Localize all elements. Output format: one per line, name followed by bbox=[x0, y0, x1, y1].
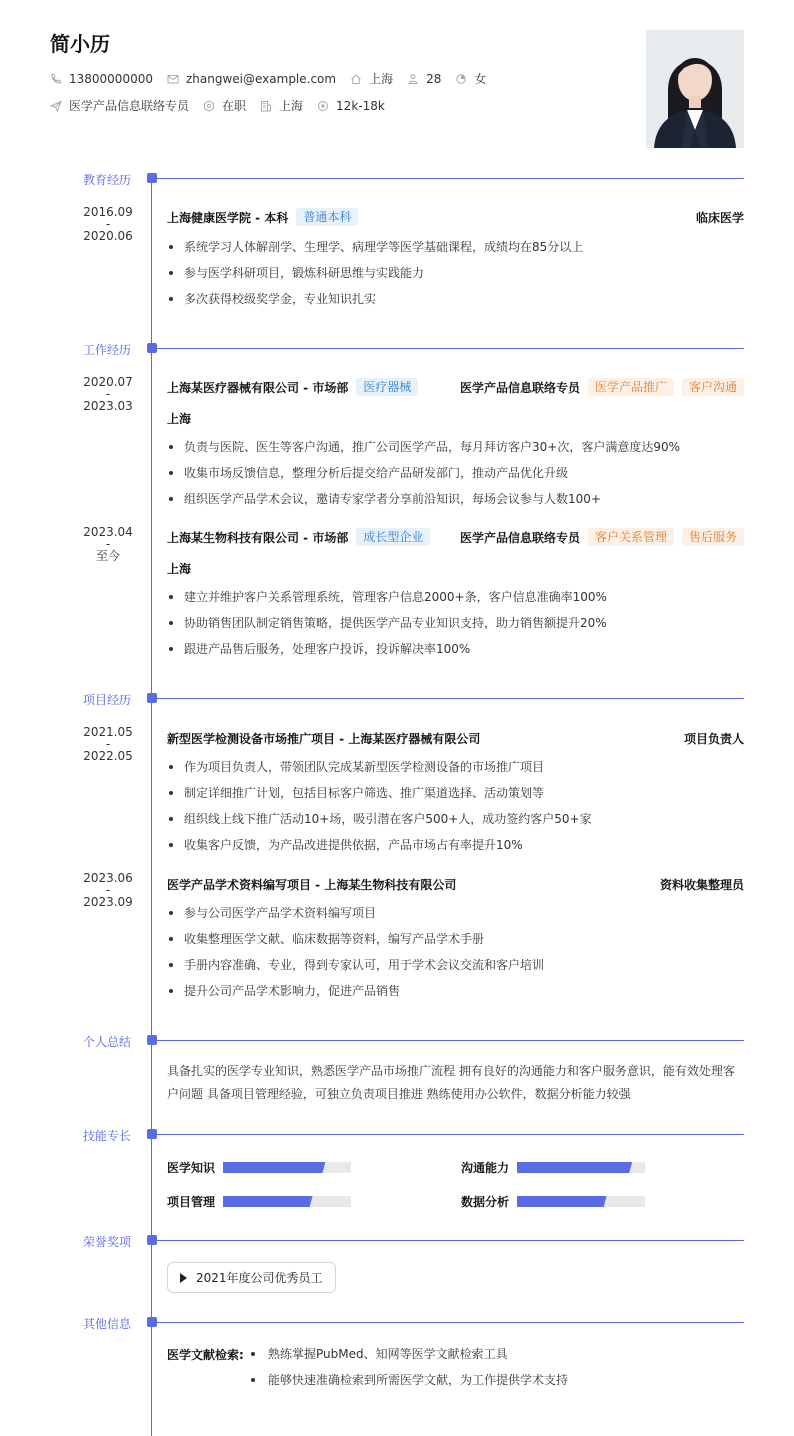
target-role-info bbox=[50, 97, 189, 114]
project-bullets bbox=[167, 754, 592, 858]
section-divider bbox=[152, 178, 744, 179]
work-date: 2020.07 - 2023.03 bbox=[83, 375, 133, 413]
skill-name: 沟通能力 bbox=[461, 1161, 510, 1175]
section-title-education: 教育经历 bbox=[83, 173, 132, 187]
other-list bbox=[251, 1341, 568, 1393]
list-item: 能够快速准确检索到所需医学文献，为工作提供学术支持 bbox=[251, 1367, 568, 1393]
list-item: 提升公司产品学术影响力，促进产品销售 bbox=[167, 978, 544, 1004]
work-entry-header bbox=[167, 528, 744, 546]
project-name: 新型医学检测设备市场推广项目 - 上海某医疗器械有限公司 bbox=[167, 732, 481, 746]
phone-icon bbox=[50, 73, 62, 85]
list-item: 协助销售团队制定销售策略，提供医学产品专业知识支持，助力销售额提升20% bbox=[167, 610, 607, 636]
section-divider bbox=[152, 1322, 744, 1323]
timeline-line bbox=[151, 178, 152, 1436]
city-text: 上海 bbox=[369, 72, 394, 86]
section-title-skills: 技能专长 bbox=[83, 1129, 132, 1143]
age-info bbox=[407, 72, 441, 86]
skill-tag: 客户沟通 bbox=[682, 378, 744, 396]
target-city-info bbox=[260, 97, 303, 114]
project-role: 项目负责人 bbox=[683, 732, 744, 746]
phone-text[interactable]: 13800000000 bbox=[69, 71, 153, 86]
profile-photo bbox=[646, 30, 744, 148]
major: 临床医学 bbox=[695, 210, 744, 225]
status-icon bbox=[203, 100, 215, 112]
mail-icon bbox=[167, 73, 179, 85]
target-city-text: 上海 bbox=[279, 99, 304, 113]
company-name: 上海某生物科技有限公司 - 市场部 bbox=[167, 530, 349, 545]
list-item: 系统学习人体解剖学、生理学、病理学等医学基础课程，成绩均在85分以上 bbox=[167, 234, 583, 260]
summary-text: 具备扎实的医学专业知识，熟悉医学产品市场推广流程 拥有良好的沟通能力和客户服务意识，能有效处理客户问题 具备项目管理经验，可独立负责项目推进 熟练使用办公软件，数据分析能力较强 bbox=[167, 1064, 735, 1101]
project-bullets bbox=[167, 900, 544, 1004]
skill-bar-fill bbox=[223, 1162, 325, 1173]
job-title: 医学产品信息联络专员 bbox=[459, 380, 580, 395]
skill-name: 数据分析 bbox=[461, 1195, 510, 1209]
gender-info bbox=[455, 70, 486, 87]
home-icon bbox=[350, 73, 362, 85]
phone-info bbox=[50, 72, 153, 86]
section-title-work: 工作经历 bbox=[83, 343, 132, 357]
list-item: 跟进产品售后服务，处理客户投诉，投诉解决率100% bbox=[167, 636, 607, 662]
work-entry-header bbox=[167, 378, 744, 396]
work-city: 上海 bbox=[167, 562, 192, 576]
skill-bar bbox=[517, 1162, 645, 1173]
skill-bar bbox=[223, 1196, 351, 1207]
project-role: 资料收集整理员 bbox=[659, 878, 744, 892]
list-item: 参与公司医学产品学术资料编写项目 bbox=[167, 900, 544, 926]
list-item: 建立并维护客户关系管理系统，管理客户信息2000+条，客户信息准确率100% bbox=[167, 584, 607, 610]
industry-tag: 医疗器械 bbox=[356, 378, 418, 396]
list-item: 收集客户反馈，为产品改进提供依据，产品市场占有率提升10% bbox=[167, 832, 592, 858]
work-date: 2023.04 - 至今 bbox=[83, 525, 133, 563]
skill-bar bbox=[223, 1162, 351, 1173]
salary-text: 12k-18k bbox=[336, 98, 385, 113]
skill-tag: 客户关系管理 bbox=[588, 528, 674, 546]
education-date: 2016.09 - 2020.06 bbox=[83, 205, 133, 243]
skill-row bbox=[167, 1193, 351, 1210]
list-item: 熟练掌握PubMed、知网等医学文献检索工具 bbox=[251, 1341, 568, 1367]
list-item: 手册内容准确、专业，得到专家认可，用于学术会议交流和客户培训 bbox=[167, 952, 544, 978]
play-icon bbox=[180, 1273, 187, 1283]
email-info bbox=[167, 72, 336, 86]
age-text: 28 bbox=[426, 71, 442, 86]
degree-tag: 普通本科 bbox=[296, 208, 358, 226]
education-bullets bbox=[167, 234, 583, 312]
skill-tag: 售后服务 bbox=[682, 528, 744, 546]
school-name: 上海健康医学院 - 本科 bbox=[167, 210, 289, 225]
honor-badge bbox=[167, 1262, 336, 1293]
section-divider bbox=[152, 1040, 744, 1041]
list-item: 参与医学科研项目，锻炼科研思维与实践能力 bbox=[167, 260, 583, 286]
coin-icon bbox=[317, 100, 329, 112]
skill-tag: 医学产品推广 bbox=[588, 378, 674, 396]
send-icon bbox=[50, 100, 62, 112]
other-label: 医学文献检索: bbox=[167, 1348, 244, 1362]
honor-text: 2021年度公司优秀员工 bbox=[196, 1271, 323, 1285]
project-name: 医学产品学术资料编写项目 - 上海某生物科技有限公司 bbox=[167, 878, 457, 892]
skill-bar-fill bbox=[517, 1162, 632, 1173]
resume-name: 简小历 bbox=[50, 32, 110, 56]
list-item: 组织线上线下推广活动10+场，吸引潜在客户500+人，成功签约客户50+家 bbox=[167, 806, 592, 832]
skill-bar-fill bbox=[517, 1196, 607, 1207]
list-item: 组织医学产品学术会议，邀请专家学者分享前沿知识，每场会议参与人数100+ bbox=[167, 486, 680, 512]
list-item: 收集整理医学文献、临床数据等资料，编写产品学术手册 bbox=[167, 926, 544, 952]
work-bullets bbox=[167, 434, 680, 512]
project-date: 2021.05 - 2022.05 bbox=[83, 725, 133, 763]
section-title-honors: 荣誉奖项 bbox=[83, 1235, 132, 1249]
section-divider bbox=[152, 1240, 744, 1241]
gender-text: 女 bbox=[474, 72, 487, 86]
skill-row bbox=[461, 1159, 645, 1176]
skill-name: 项目管理 bbox=[167, 1195, 216, 1209]
section-divider bbox=[152, 1134, 744, 1135]
project-entry-header bbox=[167, 730, 744, 747]
company-name: 上海某医疗器械有限公司 - 市场部 bbox=[167, 380, 349, 395]
project-entry-header bbox=[167, 876, 744, 893]
skill-bar bbox=[517, 1196, 645, 1207]
section-title-other: 其他信息 bbox=[83, 1317, 132, 1331]
section-divider bbox=[152, 698, 744, 699]
target-role-text: 医学产品信息联络专员 bbox=[69, 99, 190, 113]
section-title-project: 项目经历 bbox=[83, 693, 132, 707]
skill-bar-fill bbox=[223, 1196, 313, 1207]
email-text[interactable]: zhangwei@example.com bbox=[185, 71, 337, 86]
job-title: 医学产品信息联络专员 bbox=[459, 530, 580, 545]
building-icon bbox=[260, 100, 272, 112]
industry-tag: 成长型企业 bbox=[356, 528, 430, 546]
skill-row bbox=[461, 1193, 645, 1210]
section-title-summary: 个人总结 bbox=[83, 1035, 132, 1049]
contact-row bbox=[50, 70, 500, 87]
city-info bbox=[350, 70, 393, 87]
person-icon bbox=[407, 73, 419, 85]
intent-row bbox=[50, 97, 399, 114]
skill-name: 医学知识 bbox=[167, 1161, 216, 1175]
list-item: 多次获得校级奖学金，专业知识扎实 bbox=[167, 286, 583, 312]
gender-icon bbox=[455, 73, 467, 85]
list-item: 收集市场反馈信息，整理分析后提交给产品研发部门，推动产品优化升级 bbox=[167, 460, 680, 486]
status-text: 在职 bbox=[222, 99, 247, 113]
list-item: 制定详细推广计划，包括目标客户筛选、推广渠道选择、活动策划等 bbox=[167, 780, 592, 806]
status-info bbox=[203, 97, 246, 114]
list-item: 作为项目负责人，带领团队完成某新型医学检测设备的市场推广项目 bbox=[167, 754, 592, 780]
education-entry-header bbox=[167, 208, 744, 226]
project-date: 2023.06 - 2023.09 bbox=[83, 871, 133, 909]
list-item: 负责与医院、医生等客户沟通，推广公司医学产品，每月拜访客户30+次，客户满意度达90% bbox=[167, 434, 680, 460]
work-bullets bbox=[167, 584, 607, 662]
salary-info bbox=[317, 99, 385, 113]
section-divider bbox=[152, 348, 744, 349]
work-city: 上海 bbox=[167, 412, 192, 426]
skill-row bbox=[167, 1159, 351, 1176]
